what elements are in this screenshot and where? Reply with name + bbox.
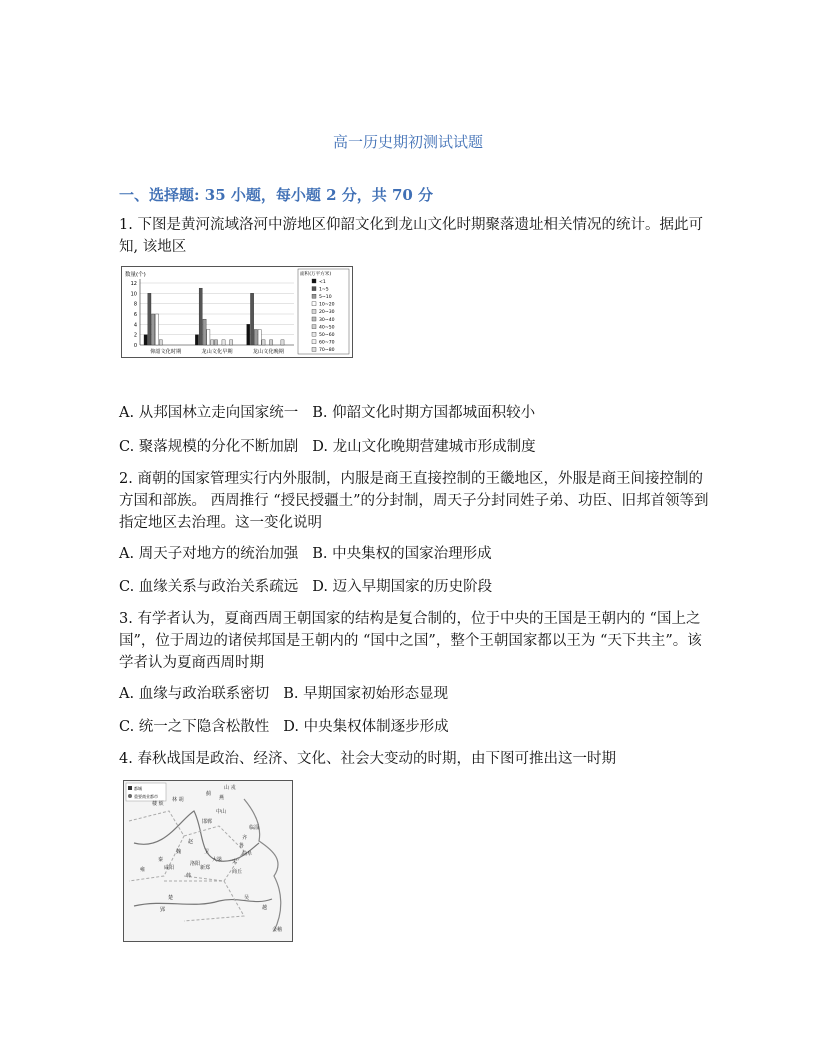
map-place-label: 曲阜 <box>242 851 253 857</box>
map-figure <box>123 780 293 942</box>
option-b[interactable]: B. 早期国家初始形态显现 <box>283 686 449 702</box>
option-a[interactable]: A. 周天子对地方的统治加强 <box>119 546 299 562</box>
legend-swatch <box>312 309 316 313</box>
city-marker-icon <box>128 794 132 798</box>
option-c[interactable]: C. 聚落规模的分化不断加剧 <box>119 439 299 455</box>
border-line <box>164 881 244 921</box>
bar <box>199 288 202 345</box>
map-place-label: 燕 <box>219 795 225 801</box>
legend-title: 面积(万平方米) <box>300 272 332 277</box>
bar <box>159 340 162 345</box>
legend-label: 5~10 <box>319 295 332 300</box>
x-tick-label: 龙山文化晚期 <box>252 349 284 355</box>
bar <box>222 340 225 345</box>
question-2-options-2 <box>119 576 492 598</box>
coastline <box>244 799 281 931</box>
map-place-label: 卫 <box>204 849 210 855</box>
bar <box>144 335 147 345</box>
y-tick-label: 4 <box>133 322 137 329</box>
legend-swatch <box>312 287 316 291</box>
legend-city: 重要商业都市 <box>134 794 158 799</box>
legend-swatch <box>312 347 316 351</box>
bar <box>152 314 155 345</box>
map-place-label: 商丘 <box>232 869 243 875</box>
x-tick-label: 仰韶文化时期 <box>150 349 182 355</box>
page-title: 高一历史期初测试试题 <box>332 133 483 151</box>
option-d[interactable]: D. 龙山文化晚期营建城市形成制度 <box>312 439 536 455</box>
question-4-stem: 4. 春秋战国是政治、经济、文化、社会大变动的时期，由下图可推出这一时期 <box>119 751 616 767</box>
legend-swatch <box>312 279 316 283</box>
bar <box>155 314 158 345</box>
legend-swatch <box>312 325 316 329</box>
legend-label: 50~60 <box>319 333 335 338</box>
y-tick-label: 2 <box>133 332 137 339</box>
map-place-label: 中山 <box>216 809 227 815</box>
capital-marker-icon <box>128 786 132 790</box>
option-c[interactable]: C. 血缘关系与政治关系疏远 <box>119 579 299 595</box>
y-tick-label: 12 <box>130 281 137 287</box>
bar <box>203 319 206 345</box>
legend-swatch <box>312 294 316 298</box>
map-place-label: 鲁 <box>239 843 245 849</box>
option-a[interactable]: A. 从邦国林立走向国家统一 <box>119 405 299 421</box>
legend-swatch <box>312 332 316 336</box>
map-place-label: 宋 <box>232 859 238 865</box>
bar-chart <box>122 267 352 357</box>
map-place-label: 郢 <box>160 907 166 913</box>
border-line <box>129 811 184 881</box>
historical-map <box>124 781 292 941</box>
y-tick-label: 6 <box>133 312 137 318</box>
map-place-label: 蓟 <box>206 791 212 797</box>
map-place-label: 邯郸 <box>202 819 213 825</box>
bar <box>230 340 233 345</box>
legend-label: 60~70 <box>319 340 335 346</box>
x-tick-label: 龙山文化早期 <box>201 349 233 355</box>
y-axis-label: 数量(个) <box>125 272 146 278</box>
question-2-stem: 2. 商朝的国家管理实行内外服制，内服是商王直接控制的王畿地区，外服是商王间接控制的方国和部族。 西周推行 “授民授疆土”的分封制，周天子分封同姓子弟、功臣、旧邦首领等到指定地区去治理。这一变化说明 <box>119 471 709 531</box>
option-b[interactable]: B. 仰韶文化时期方国都城面积较小 <box>312 405 536 421</box>
bar <box>269 340 272 345</box>
bar <box>211 340 214 345</box>
map-labels <box>140 784 282 933</box>
map-place-label: 咸阳 <box>164 865 175 871</box>
chart-figure <box>121 266 353 358</box>
y-tick-label: 0 <box>133 343 137 349</box>
map-place-label: 秦 <box>158 857 164 863</box>
bar <box>250 293 253 345</box>
legend-swatch <box>312 317 316 321</box>
map-place-label: 楼 烦 <box>152 801 164 807</box>
map-place-label: 洛阳 <box>190 861 201 867</box>
map-place-label: 越 <box>262 905 268 911</box>
yellow-river <box>134 811 259 861</box>
legend-label: 70~80 <box>319 348 335 354</box>
section-heading: 一、选择题: 35 小题，每小题 2 分，共 70 分 <box>119 186 434 204</box>
bar <box>258 330 261 346</box>
question-1-stem: 1. 下图是黄河流域洛河中游地区仰韶文化到龙山文化时期聚落遗址相关情况的统计。据此可知, 该地区 <box>119 217 703 255</box>
legend-swatch <box>312 340 316 344</box>
map-place-label: 林 胡 <box>172 797 184 803</box>
legend-swatch <box>312 302 316 306</box>
bar <box>281 340 284 345</box>
option-d[interactable]: D. 迈入早期国家的历史阶段 <box>312 579 493 595</box>
map-place-label: 大梁 <box>212 857 223 863</box>
question-1-options-2 <box>119 436 536 458</box>
y-tick-label: 10 <box>130 291 137 298</box>
legend-label: 40~50 <box>319 325 335 331</box>
question-3-stem: 3. 有学者认为，夏商西周王朝国家的结构是复合制的，位于中央的王国是王朝内的 “国上之国”，位于周边的诸侯邦国是王朝内的 “国中之国”，整个王朝国家都以王为 “天下共主”。该学者认为夏商西周时期 <box>119 611 702 671</box>
bar <box>262 340 265 345</box>
map-place-label: 临淄 <box>249 825 260 831</box>
bar <box>214 340 217 345</box>
legend-label: 30~40 <box>319 317 335 323</box>
y-tick-label: 8 <box>133 301 137 308</box>
map-place-label: 齐 <box>242 835 248 841</box>
bar <box>247 324 250 345</box>
option-a[interactable]: A. 血缘与政治联系密切 <box>119 686 270 702</box>
map-place-label: 赵 <box>188 839 194 845</box>
map-place-label: 韩 <box>186 873 192 879</box>
option-b[interactable]: B. 中央集权的国家治理形成 <box>312 546 492 562</box>
bar <box>148 293 151 345</box>
map-place-label: 雍 <box>140 867 146 873</box>
question-3-options-2 <box>119 716 449 738</box>
map-place-label: 新郑 <box>200 865 211 871</box>
question-2-options <box>119 543 492 565</box>
legend-label: 1~5 <box>319 287 329 293</box>
legend-capital: 都城 <box>134 786 142 791</box>
map-place-label: 山 戎 <box>224 785 236 791</box>
map-place-label: 楚 <box>168 895 174 901</box>
question-1-options <box>119 402 535 424</box>
option-d[interactable]: D. 中央集权体制逐步形成 <box>283 719 449 735</box>
yangtze-river <box>134 899 272 906</box>
legend-label: 10~20 <box>319 302 335 308</box>
option-c[interactable]: C. 统一之下隐含松散性 <box>119 719 270 735</box>
legend-label: 20~30 <box>319 310 335 316</box>
map-place-label: 魏 <box>176 849 182 855</box>
bar <box>207 330 210 346</box>
legend-label: <1 <box>319 279 326 285</box>
map-place-label: 吴 <box>244 895 250 901</box>
map-place-label: 会稽 <box>272 927 283 933</box>
question-3-options <box>119 683 448 705</box>
bar <box>195 335 198 345</box>
bar <box>254 330 257 346</box>
